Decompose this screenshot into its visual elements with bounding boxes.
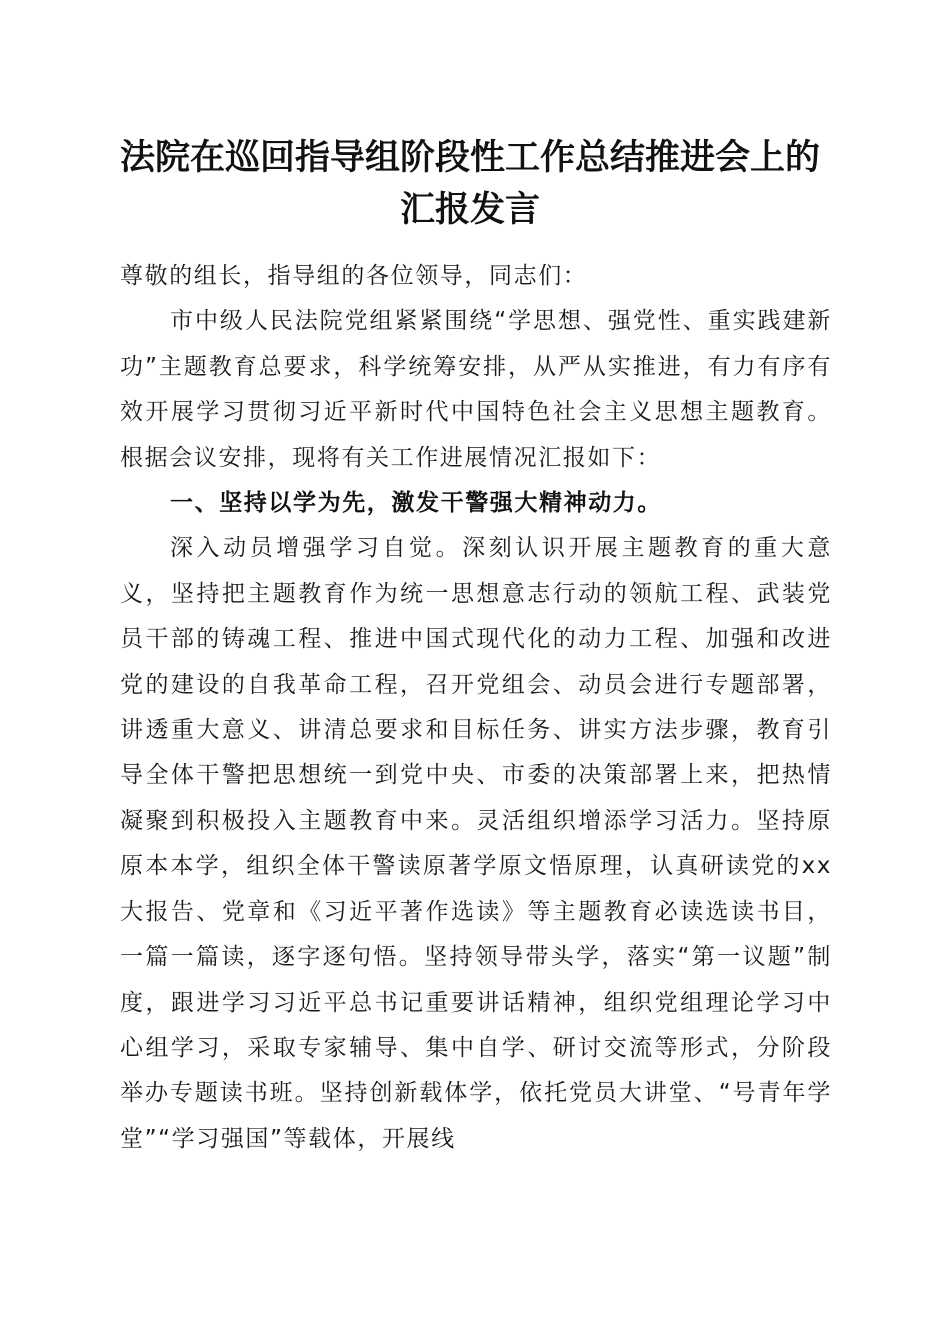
- document-title: [100, 132, 840, 236]
- title-line-2: 汇报发言: [399, 189, 540, 230]
- intro-paragraph: 市中级人民法院党组紧紧围绕“学思想、强党性、重实践建新功”主题教育总要求，科学统筹安排，从严从实推进，有力有序有效开展学习贯彻习近平新时代中国特色社会主义思想主题教育。根据会议安排，现将有关工作进展情况汇报如下：: [120, 308, 832, 471]
- salutation: 尊敬的组长，指导组的各位领导，同志们：: [120, 263, 588, 289]
- section-1-heading: 一、坚持以学为先，激发干警强大精神动力。: [170, 490, 662, 517]
- section-1-paragraph: 深入动员增强学习自觉。深刻认识开展主题教育的重大意义，坚持把主题教育作为统一思想意志行动的领航工程、武装党员干部的铸魂工程、推进中国式现代化的动力工程、加强和改进党的建设的自我革命工程，召开党组会、动员会进行专题部署，讲透重大意义、讲清总要求和目标任务、讲实方法步骤，教育引导全体干警把思想统一到党中央、市委的决策部署上来，把热情凝聚到积极投入主题教育中来。灵活组织增添学习活力。坚持原原本本学，组织全体干警读原著学原文悟原理，认真研读党的xx大报告、党章和《习近平著作选读》等主题教育必读选读书目，一篇一篇读，逐字逐句悟。坚持领导带头学，落实“第一议题”制度，跟进学习习近平总书记重要讲话精神，组织党组理论学习中心组学习，采取专家辅导、集中自学、研讨交流等形式，分阶段举办专题读书班。坚持创新载体学，依托党员大讲堂、“号青年学堂”“学习强国”等载体，开展线: [120, 535, 832, 1152]
- document-body: [120, 254, 832, 1162]
- title-line-1: 法院在巡回指导组阶段性工作总结推进会上的: [119, 137, 820, 178]
